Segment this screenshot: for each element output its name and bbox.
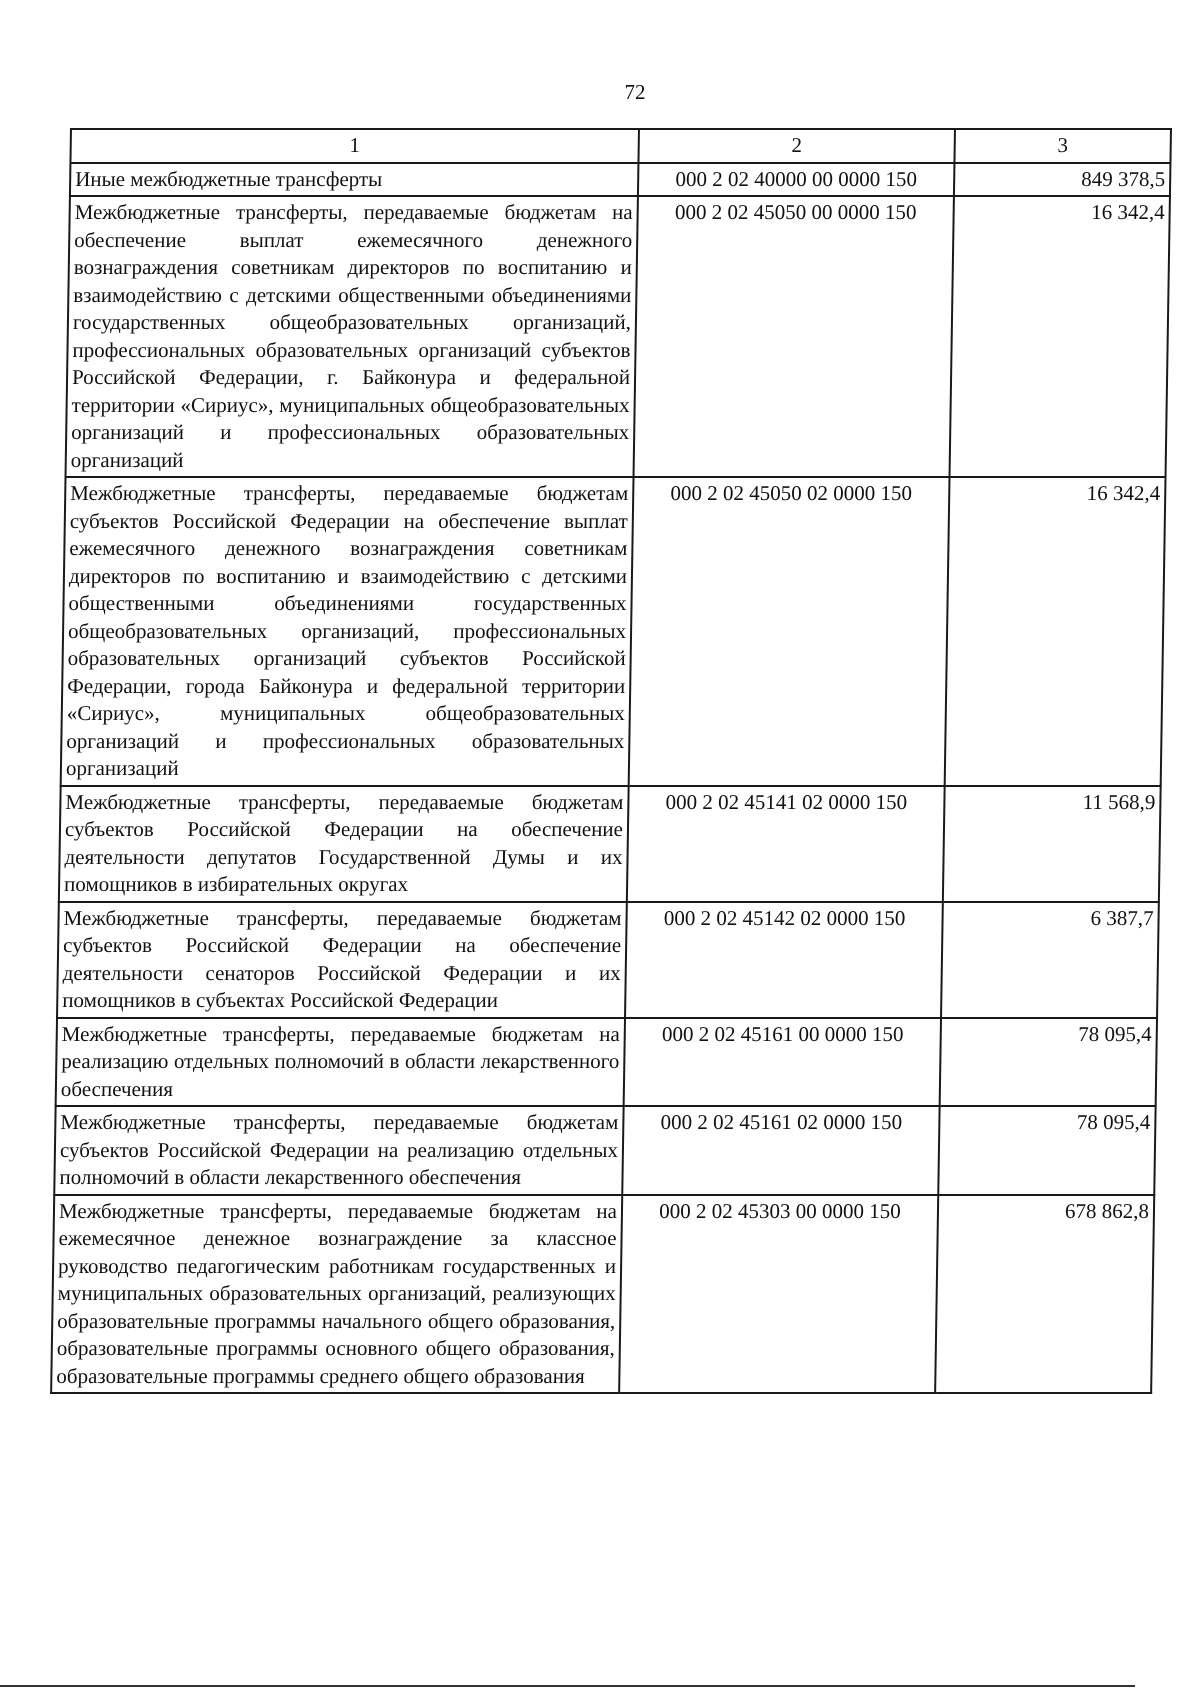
table-header-row xyxy=(70,129,1171,163)
column-header-3: 3 xyxy=(954,129,1171,163)
row-description: Межбюджетные трансферты, передаваемые бюджетам на ежемесячное денежное вознаграждение за классное руководство педагогическим работникам государственных и муниципальных образовательных организаций, реализующих образовательные программы начального общего образования, образовательные программы основного общего образования, образовательные программы среднего общего образования xyxy=(51,1195,622,1394)
table-row xyxy=(54,1106,1155,1195)
row-budget-code: 000 2 02 40000 00 0000 150 xyxy=(638,163,955,197)
row-amount: 16 342,4 xyxy=(950,196,1170,477)
table-row xyxy=(56,1018,1157,1107)
row-description: Межбюджетные трансферты, передаваемые бюджетам субъектов Российской Федерации на обеспечение выплат ежемесячного денежного вознаграждения советникам директоров по воспитанию и взаимодействию с детскими общественными объединениями государственных общеобразовательных организаций, профессиональных образовательных организаций субъектов Российской Федерации, города Байконура и федеральной территории «Сириус», муниципальных общеобразовательных организаций и профессиональных образовательных организаций xyxy=(61,477,634,786)
row-amount: 78 095,4 xyxy=(940,1018,1157,1107)
table-row xyxy=(61,477,1166,786)
row-description: Межбюджетные трансферты, передаваемые бюджетам на обеспечение выплат ежемесячного денежного вознаграждения советникам директоров по воспитанию и взаимодействию с детскими общественными объединениями государственных общеобразовательных организаций, профессиональных образовательных организаций субъектов Российской Федерации, г. Байконура и федеральной территории «Сириус», муниципальных общеобразовательных организаций и профессиональных образовательных организаций xyxy=(66,196,638,477)
table-row xyxy=(57,902,1159,1018)
table-row xyxy=(70,163,1171,197)
table-row xyxy=(66,196,1170,477)
table-row xyxy=(59,786,1161,902)
row-amount: 6 387,7 xyxy=(941,902,1159,1018)
page-number: 72 xyxy=(624,80,646,104)
row-budget-code: 000 2 02 45161 00 0000 150 xyxy=(624,1018,941,1107)
row-amount: 78 095,4 xyxy=(938,1106,1155,1195)
row-description: Иные межбюджетные трансферты xyxy=(70,163,639,197)
column-header-2: 2 xyxy=(638,129,955,163)
row-amount: 16 342,4 xyxy=(945,477,1166,786)
row-budget-code: 000 2 02 45050 00 0000 150 xyxy=(634,196,954,477)
budget-table xyxy=(50,128,1172,1394)
row-budget-code: 000 2 02 45050 02 0000 150 xyxy=(629,477,950,786)
row-description: Межбюджетные трансферты, передаваемые бюджетам на реализацию отдельных полномочий в области лекарственного обеспечения xyxy=(56,1018,625,1107)
row-description: Межбюджетные трансферты, передаваемые бюджетам субъектов Российской Федерации на обеспечение деятельности сенаторов Российской Федерации и их помощников в субъектах Российской Федерации xyxy=(57,902,627,1018)
column-header-1: 1 xyxy=(70,129,639,163)
row-description: Межбюджетные трансферты, передаваемые бюджетам субъектов Российской Федерации на реализацию отдельных полномочий в области лекарственного обеспечения xyxy=(54,1106,623,1195)
row-budget-code: 000 2 02 45161 02 0000 150 xyxy=(622,1106,939,1195)
table-row xyxy=(51,1195,1154,1394)
row-budget-code: 000 2 02 45303 00 0000 150 xyxy=(619,1195,938,1394)
row-amount: 678 862,8 xyxy=(935,1195,1154,1394)
row-description: Межбюджетные трансферты, передаваемые бюджетам субъектов Российской Федерации на обеспечение деятельности депутатов Государственной Думы и их помощников в избирательных округах xyxy=(59,786,629,902)
bottom-rule xyxy=(0,1685,1135,1687)
row-budget-code: 000 2 02 45141 02 0000 150 xyxy=(627,786,945,902)
row-amount: 11 568,9 xyxy=(943,786,1161,902)
row-amount: 849 378,5 xyxy=(954,163,1171,197)
row-budget-code: 000 2 02 45142 02 0000 150 xyxy=(625,902,943,1018)
